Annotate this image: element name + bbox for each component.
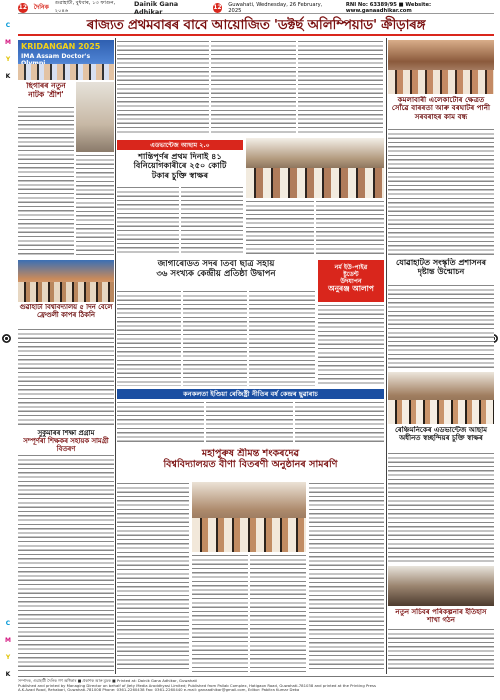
kamalabari-article — [388, 128, 494, 256]
mahapurush-headline-box — [117, 448, 384, 480]
imprint-footer — [18, 676, 494, 696]
subsidy-headline-1: সুকুমাৰৰ শিক্ষা প্ৰগ্ৰাম — [37, 430, 95, 437]
cmyk-k: K — [5, 671, 11, 678]
history-article — [388, 628, 494, 672]
article-olympiad-col1 — [117, 40, 209, 135]
page-header — [18, 2, 494, 14]
drama-article — [18, 106, 74, 256]
drama-photo — [76, 82, 114, 152]
guwahati-uni-article — [18, 328, 114, 428]
kamalabari-headline-box — [388, 96, 494, 126]
cmyk-strip-bottom — [3, 620, 13, 688]
cmyk-y: Y — [5, 56, 11, 63]
drama-headline-box — [18, 82, 74, 104]
mahapurush-article-col3 — [250, 554, 306, 672]
cmyk-c: C — [5, 22, 11, 29]
advantage-article-col1 — [117, 186, 179, 256]
sidebox-line-1: নৰ্ম ইউ-পাইৱ — [334, 264, 368, 271]
page-number-badge: 12 — [18, 4, 28, 11]
footer-line-1: সম্পাদক, গুৱাহাটী দৈনিক গণ অধিকাৰ ■ প্ৰকাশক আৰু মুদ্ৰক ■ Printed at: Dainik Gana Adhikar, Guwahati — [18, 678, 198, 683]
footer-line-2: Published and printed by Managing Director on behalf of Jiety Media Aroddhyasi Limited; Published from Pallab Complex, Hatigaon Road, Guwahati-781038 and printed at the Printing Press — [18, 682, 376, 688]
sidebox-line-3: উদযাপন — [340, 278, 362, 286]
advantage-tag: এডভান্টেজ আছাম ২.০ — [117, 140, 243, 150]
center-article-col3 — [249, 290, 315, 386]
guwahati-uni-photo — [18, 260, 114, 302]
youth-article — [388, 284, 494, 370]
photo-subtitle: IMA Assam Doctor's — [21, 53, 91, 60]
center-article-col2 — [183, 290, 247, 386]
footer-line-3: A.K.Azad Road, Rehabari, Guwahati-781008 Phone: 0361-2260438 Fax: 0361-2260440 e-mail: ganaadhikar@gmail.com, Editor: Pabitra Kumar Deka — [18, 687, 300, 693]
mahapurush-headline-1: মহাপুৰুষ শ্ৰীমন্ত শংকৰদেৱ — [201, 448, 300, 459]
mahapurush-article-col4 — [309, 482, 384, 672]
cmyk-k: K — [5, 73, 11, 80]
mahapurush-article-col1 — [117, 482, 189, 672]
date-english: Guwahati, Wednesday, 26 February, 2025 — [228, 1, 323, 14]
sidebox-line-4: অনুৰঞ্জ আলাপ — [328, 284, 374, 294]
column-divider — [115, 38, 116, 674]
cmyk-m: M — [5, 637, 11, 644]
advantage-article-col2 — [181, 186, 243, 256]
youth-headline: যোৱাহাটত সংস্কৃতি প্ৰশাসনৰ দৃষ্টান্ত উন্মোচন — [395, 258, 486, 277]
advantage-article-col4 — [316, 200, 384, 256]
reliance-photo — [388, 372, 494, 424]
kanaklata-article-col2 — [206, 401, 293, 445]
advantage-headline-3: টকাৰ চুক্তি স্বাক্ষৰ — [151, 169, 209, 180]
kanaklata-headline: কনকলতা ইণ্ডিয়া ৰেজিষ্ট্ৰী নীতিৰ বৰ্ষ কেন্দ্ৰৰ ছুৱাৰাচ — [117, 389, 384, 399]
drama-article-col2 — [76, 154, 114, 256]
history-headline-box — [388, 608, 494, 626]
kanaklata-article-col1 — [117, 401, 204, 445]
mahapurush-photo — [192, 482, 306, 552]
center-article-col1 — [117, 290, 181, 386]
date-assamese: গুৱাহাটী, বুধবাৰ, ১৩ ফাগুন, ২০৪৬ — [54, 0, 116, 14]
cmyk-m: M — [5, 39, 11, 46]
rni-website: RNI No: 63389/95 ■ Website: www.ganaadhikar.com — [345, 1, 432, 14]
advantage-headline-1: শান্তিপূৰ্ণৰ প্ৰথম দিনাই ৪১ — [138, 152, 222, 161]
kanaklata-article-col3 — [295, 401, 384, 445]
olympiad-banner-photo — [18, 40, 114, 80]
main-headline: ৰাজ্যত প্ৰথমবাৰৰ বাবে আয়োজিত 'ডক্টৰ্ছ অলিম্পিয়াড' ক্ৰীড়াৰঙ্গ — [86, 16, 426, 33]
reliance-headline-box — [388, 426, 494, 450]
mahapurush-article-col2 — [192, 554, 248, 672]
advantage-headline-2: বিনিয়োগকাৰীৰে ২৫০ কোটি — [133, 160, 227, 171]
drama-headline: ছিগাৰৰ নতুন নাটক 'শ্ৰীশ' — [26, 82, 66, 99]
guwahati-uni-headline: গুৱাহাটী বিশ্ববিদ্যালয় ৫ দিন বেলে ফ্ৰেণ্ডলী কাপৰ ঠিকনি — [19, 304, 113, 319]
cmyk-c: C — [5, 620, 11, 627]
reliance-headline: ৰেঞ্চিমনিকেৰ এডভান্টেজ আছাম অধীনত স্বচ্ছন্দিয়ৰ চুক্তি স্বাক্ষৰ — [394, 426, 488, 443]
column-divider — [386, 38, 387, 674]
history-headline: নতুন সচিবৰ পৰিকল্পনাৰ ইতিহাস শাখা গঠন — [395, 608, 487, 625]
photo-title: KRIDANGAN 2025 — [21, 42, 101, 51]
advantage-meeting-photo — [246, 138, 384, 198]
advantage-headline-box — [117, 152, 243, 184]
article-olympiad-col2 — [211, 40, 296, 135]
advantage-article-col3 — [246, 200, 314, 256]
brand-english: Dainik Gana Adhikar — [133, 0, 179, 16]
mahapurush-headline-2: বিশ্ববিদ্যালয়ত বীণা বিতৰণী অনুষ্ঠানৰ সামৰণি — [163, 459, 338, 471]
subsidy-headline-2: সম্পূৰ্ণৰা শিক্ষকৰ সহায়ক সামগ্ৰী বিতৰণ — [23, 436, 109, 452]
guwahati-uni-headline-box — [18, 304, 114, 326]
subsidy-article — [18, 454, 114, 672]
cmyk-y: Y — [5, 654, 11, 661]
kamalabari-photo — [388, 40, 494, 94]
center-headline-1: জাগীৰোডত সদৰ তিবা ছাত্ৰ সহায় — [157, 260, 275, 269]
article-olympiad-col3 — [298, 40, 383, 135]
center-headline-box — [117, 260, 315, 288]
subsidy-headline-box — [18, 430, 114, 452]
history-photo — [388, 566, 494, 606]
sidebox-line-2: ষ্টুডেন্ট — [343, 271, 359, 279]
registration-mark-icon — [2, 334, 11, 343]
sidebox-article — [318, 304, 384, 386]
main-headline-banner — [18, 16, 494, 36]
reliance-article — [388, 452, 494, 562]
youth-headline-box — [388, 258, 494, 282]
brand-assamese: দৈনিক — [33, 4, 49, 11]
page-badge: 12 — [213, 4, 222, 11]
kamalabari-headline: কমলাবাৰী এলেকাটোৰ ক্ষেত্ৰত সোঁৱে বাৰৰতা আৰু বৰঘাটৰ পানী সৰবৰাহৰ কাম বন্ধ — [391, 96, 491, 121]
sidebox-tag — [318, 260, 384, 302]
center-headline-2: ৩৬ সংখ্যক কেন্দ্ৰীয় প্ৰতিষ্ঠা উদ্বাপন — [156, 268, 276, 279]
cmyk-strip-top — [3, 22, 13, 90]
